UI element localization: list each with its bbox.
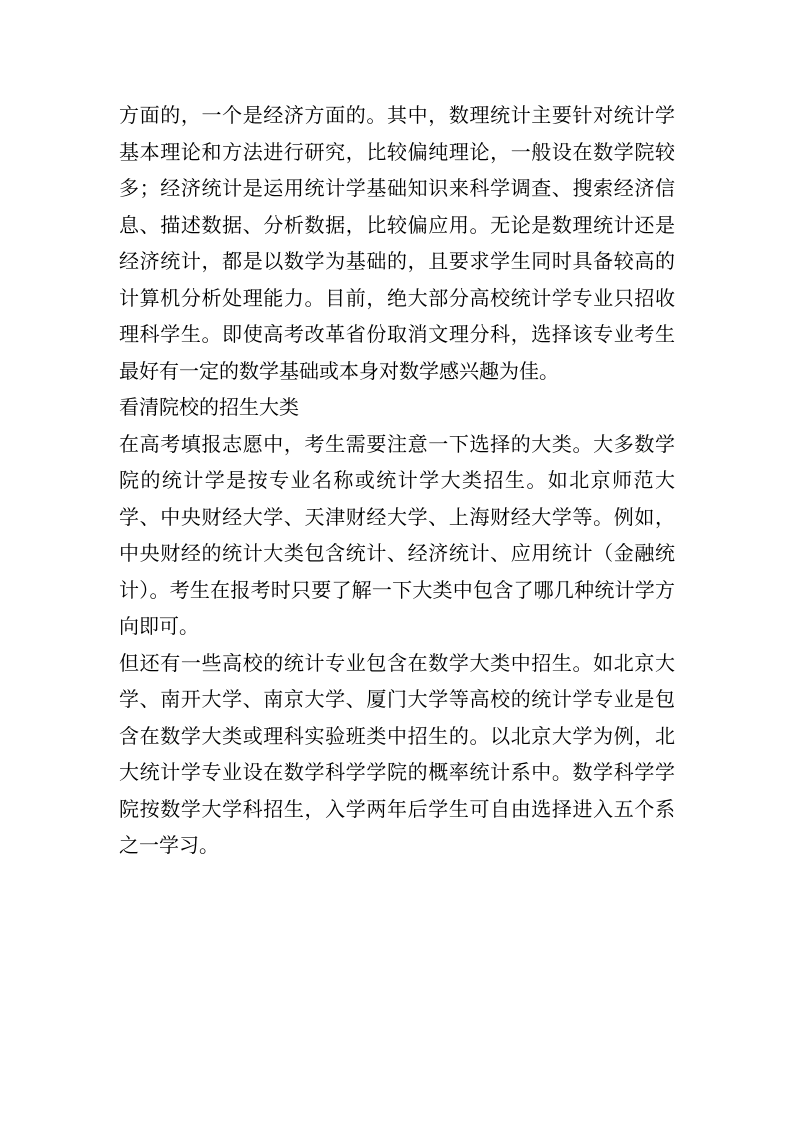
paragraph-statistics-directions: 方面的，一个是经济方面的。其中，数理统计主要针对统计学基本理论和方法进行研究，比较偏纯理论，一般设在数学院较多；经济统计是运用统计学基础知识来科学调查、搜索经济信息、描述数据、分析数据，比较偏应用。无论是数理统计还是经济统计，都是以数学为基础的，且要求学生同时具备较高的计算机分析处理能力。目前，绝大部分高校统计学专业只招收理科学生。即使高考改革省份取消文理分科，选择该专业考生最好有一定的数学基础或本身对数学感兴趣为佳。 xyxy=(119,103,675,383)
paragraph-category-admission: 在高考填报志愿中，考生需要注意一下选择的大类。大多数学院的统计学是按专业名称或统计学大类招生。如北京师范大学、中央财经大学、天津财经大学、上海财经大学等。例如，中央财经的统计大类包含统计、经济统计、应用统计（金融统计）。考生在报考时只要了解一下大类中包含了哪几种统计学方向即可。 xyxy=(119,431,675,638)
document-body xyxy=(119,97,675,864)
paragraph-math-category-admission: 但还有一些高校的统计专业包含在数学大类中招生。如北京大学、南开大学、南京大学、厦门大学等高校的统计学专业是包含在数学大类或理科实验班类中招生的。以北京大学为例，北大统计学专业设在数学科学学院的概率统计系中。数学科学学院按数学大学科招生，入学两年后学生可自由选择进入五个系之一学习。 xyxy=(119,650,675,857)
section-heading-admission-category: 看清院校的招生大类 xyxy=(119,395,299,419)
